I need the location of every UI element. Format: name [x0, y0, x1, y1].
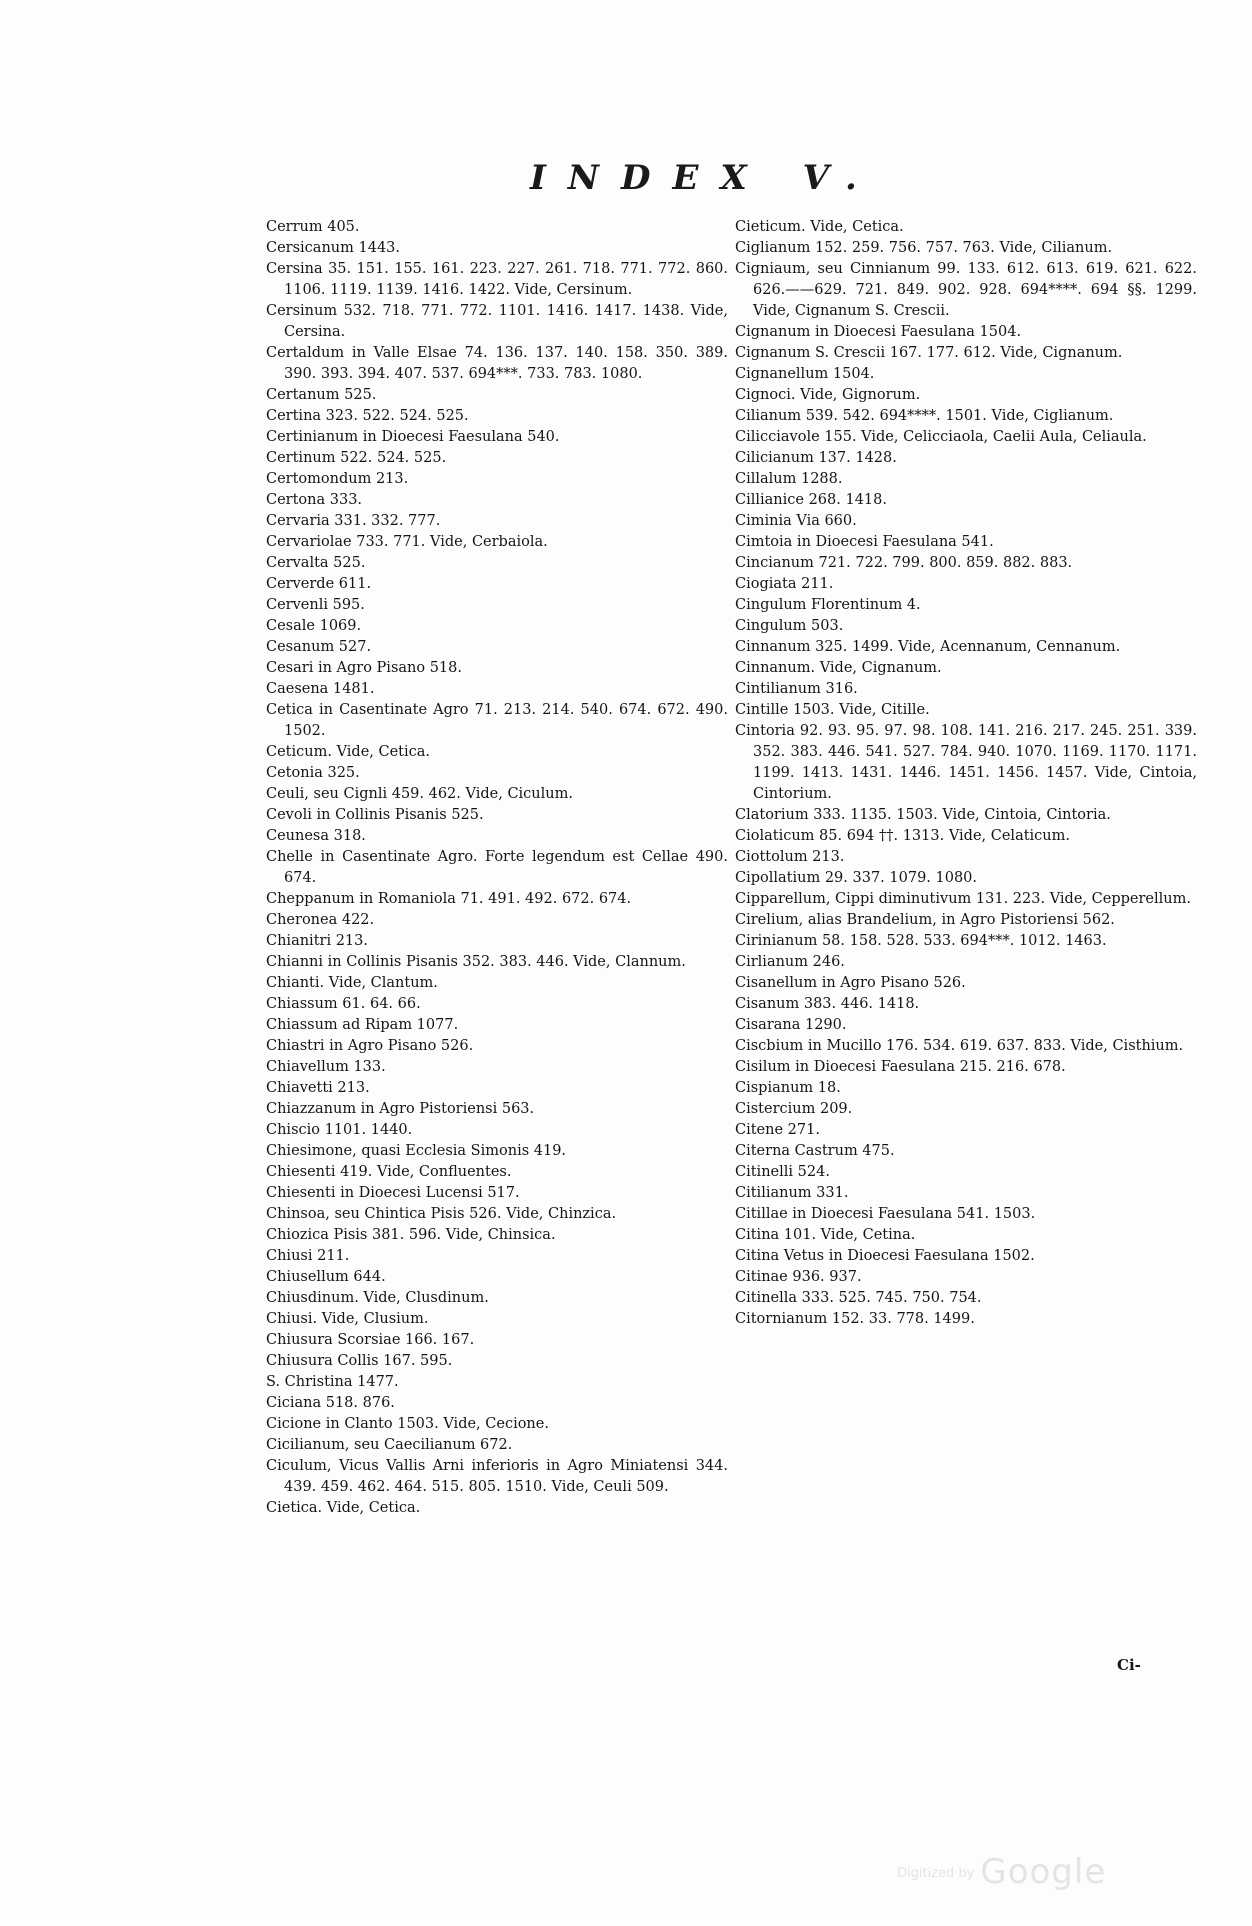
index-entry: Cillalum 1288.	[735, 471, 843, 487]
index-entry: Cincianum 721. 722. 799. 800. 859. 882. 883.	[735, 555, 1073, 571]
index-entry: Cervalta 525.	[266, 555, 366, 571]
index-entry: Cicione in Clanto 1503. Vide, Cecione.	[266, 1416, 549, 1432]
index-entry: Cervariolae 733. 771. Vide, Cerbaiola.	[266, 534, 548, 550]
index-entry: Citillae in Dioecesi Faesulana 541. 1503.	[735, 1206, 1036, 1222]
index-entry: Cintilianum 316.	[735, 681, 858, 697]
index-entry: Citene 271.	[735, 1122, 820, 1138]
index-entry: Cignanellum 1504.	[735, 366, 875, 382]
index-entry: S. Christina 1477.	[266, 1374, 399, 1390]
page-title: INDEX V.	[530, 158, 879, 198]
index-entry: Cesari in Agro Pisano 518.	[266, 660, 462, 676]
index-entry: Cimtoia in Dioecesi Faesulana 541.	[735, 534, 994, 550]
index-entry: Cerrum 405.	[266, 219, 360, 235]
index-entry: Cervenli 595.	[266, 597, 365, 613]
index-entry: Cintille 1503. Vide, Citille.	[735, 702, 930, 718]
index-entry: Chiesimone, quasi Ecclesia Simonis 419.	[266, 1143, 567, 1159]
index-entry: Cilianum 539. 542. 694****. 1501. Vide, Ciglianum.	[735, 408, 1114, 424]
index-entry: Cillianice 268. 1418.	[735, 492, 887, 508]
index-entry: Cisanellum in Agro Pisano 526.	[735, 975, 966, 991]
index-entry: Cigniaum, seu Cinnianum 99. 133. 612. 613. 619. 621. 622. 626.——629. 721. 849. 902. 928. 694****. 694 §§. 1299. Vide, Cignanum S. Crescii.	[735, 261, 1197, 319]
index-entry: Chianitri 213.	[266, 933, 368, 949]
watermark-brand: Google	[980, 1852, 1107, 1892]
index-entry: Ceuli, seu Cignli 459. 462. Vide, Ciculum.	[266, 786, 573, 802]
index-entry: Cheppanum in Romaniola 71. 491. 492. 672. 674.	[266, 891, 632, 907]
index-entry: Certanum 525.	[266, 387, 377, 403]
index-entry: Chiazzanum in Agro Pistoriensi 563.	[266, 1101, 535, 1117]
index-entry: Citerna Castrum 475.	[735, 1143, 895, 1159]
index-entry: Cervaria 331. 332. 777.	[266, 513, 441, 529]
index-entry: Certona 333.	[266, 492, 363, 508]
index-entry: Chiusi. Vide, Clusium.	[266, 1311, 429, 1327]
index-entry: Chiastri in Agro Pisano 526.	[266, 1038, 474, 1054]
index-entry: Cersina 35. 151. 155. 161. 223. 227. 261. 718. 771. 772. 860. 1106. 1119. 1139. 1416. 1422. Vide, Cersinum.	[266, 261, 728, 298]
index-entry: Cilicianum 137. 1428.	[735, 450, 897, 466]
index-entry: Cicilianum, seu Caecilianum 672.	[266, 1437, 513, 1453]
index-entry: Cetonia 325.	[266, 765, 360, 781]
index-entry: Cietica. Vide, Cetica.	[266, 1500, 421, 1516]
index-entry: Cisilum in Dioecesi Faesulana 215. 216. 678.	[735, 1059, 1066, 1075]
index-entry: Chiusdinum. Vide, Clusdinum.	[266, 1290, 489, 1306]
index-entry: Chinsoa, seu Chintica Pisis 526. Vide, Chinzica.	[266, 1206, 617, 1222]
index-entry: Cetica in Casentinate Agro 71. 213. 214. 540. 674. 672. 490. 1502.	[266, 702, 728, 739]
index-entry: Citinae 936. 937.	[735, 1269, 862, 1285]
index-entry: Cheronea 422.	[266, 912, 375, 928]
index-entry: Ciottolum 213.	[735, 849, 845, 865]
index-entry: Chiavellum 133.	[266, 1059, 386, 1075]
index-entry: Cisarana 1290.	[735, 1017, 847, 1033]
index-entry: Cerverde 611.	[266, 576, 372, 592]
index-entry: Ciscbium in Mucillo 176. 534. 619. 637. 833. Vide, Cisthium.	[735, 1038, 1184, 1054]
index-entry: Chiusura Collis 167. 595.	[266, 1353, 453, 1369]
index-entry: Citina Vetus in Dioecesi Faesulana 1502.	[735, 1248, 1035, 1264]
index-entry: Ceunesa 318.	[266, 828, 366, 844]
index-entry: Cispianum 18.	[735, 1080, 841, 1096]
index-entry: Cignanum in Dioecesi Faesulana 1504.	[735, 324, 1022, 340]
index-entry: Chianni in Collinis Pisanis 352. 383. 446. Vide, Clannum.	[266, 954, 686, 970]
catchword: Ci-	[1117, 1656, 1141, 1674]
index-entry: Chianti. Vide, Clantum.	[266, 975, 438, 991]
index-entry: Chiassum 61. 64. 66.	[266, 996, 421, 1012]
index-entry: Cinnanum 325. 1499. Vide, Acennanum, Cennanum.	[735, 639, 1121, 655]
index-entry: Clatorium 333. 1135. 1503. Vide, Cintoia, Cintoria.	[735, 807, 1111, 823]
index-entry: Caesena 1481.	[266, 681, 375, 697]
index-entry: Cignanum S. Crescii 167. 177. 612. Vide, Cignanum.	[735, 345, 1123, 361]
index-entry: Ceticum. Vide, Cetica.	[266, 744, 431, 760]
index-entry: Cersinum 532. 718. 771. 772. 1101. 1416. 1417. 1438. Vide, Cersina.	[266, 303, 728, 340]
index-entry: Cinnanum. Vide, Cignanum.	[735, 660, 942, 676]
index-entry: Citornianum 152. 33. 778. 1499.	[735, 1311, 975, 1327]
index-entry: Cirinianum 58. 158. 528. 533. 694***. 1012. 1463.	[735, 933, 1107, 949]
index-entry: Ciogiata 211.	[735, 576, 834, 592]
index-entry: Chiusura Scorsiae 166. 167.	[266, 1332, 475, 1348]
index-entry: Ciglianum 152. 259. 756. 757. 763. Vide, Cilianum.	[735, 240, 1113, 256]
index-entry: Ciolaticum 85. 694 ††. 1313. Vide, Celaticum.	[735, 828, 1070, 844]
index-entry: Certaldum in Valle Elsae 74. 136. 137. 140. 158. 350. 389. 390. 393. 394. 407. 537. 694***. 733. 783. 1080.	[266, 345, 728, 382]
index-entry: Chiozica Pisis 381. 596. Vide, Chinsica.	[266, 1227, 556, 1243]
index-entry: Citinelli 524.	[735, 1164, 830, 1180]
index-entry: Cintoria 92. 93. 95. 97. 98. 108. 141. 216. 217. 245. 251. 339. 352. 383. 446. 541. 527. 784. 940. 1070. 1169. 1170. 1171. 1199. 1413. 1431. 1446. 1451. 1456. 1457. Vide, Cintoia, Cintorium.	[735, 723, 1197, 802]
index-column-right	[735, 217, 1197, 1330]
index-entry: Chiusellum 644.	[266, 1269, 386, 1285]
index-entry: Cipollatium 29. 337. 1079. 1080.	[735, 870, 978, 886]
index-entry: Cesale 1069.	[266, 618, 362, 634]
index-entry: Cirelium, alias Brandelium, in Agro Pistoriensi 562.	[735, 912, 1115, 928]
index-entry: Chiavetti 213.	[266, 1080, 370, 1096]
index-entry: Ciculum, Vicus Vallis Arni inferioris in Agro Miniatensi 344. 439. 459. 462. 464. 515. 805. 1510. Vide, Ceuli 509.	[266, 1458, 728, 1495]
index-entry: Cipparellum, Cippi diminutivum 131. 223. Vide, Cepperellum.	[735, 891, 1191, 907]
index-entry: Cersicanum 1443.	[266, 240, 400, 256]
index-entry: Cieticum. Vide, Cetica.	[735, 219, 904, 235]
index-entry: Citina 101. Vide, Cetina.	[735, 1227, 916, 1243]
index-entry: Ciminia Via 660.	[735, 513, 857, 529]
index-entry: Citilianum 331.	[735, 1185, 849, 1201]
index-entry: Chiassum ad Ripam 1077.	[266, 1017, 459, 1033]
index-entry: Cilicciavole 155. Vide, Celicciaola, Caelii Aula, Celiaula.	[735, 429, 1147, 445]
index-entry: Certinianum in Dioecesi Faesulana 540.	[266, 429, 560, 445]
index-entry: Cesanum 527.	[266, 639, 372, 655]
index-entry: Chiusi 211.	[266, 1248, 350, 1264]
index-entry: Chiesenti 419. Vide, Confluentes.	[266, 1164, 512, 1180]
index-entry: Cingulum 503.	[735, 618, 844, 634]
index-entry: Cistercium 209.	[735, 1101, 853, 1117]
index-entry: Cevoli in Collinis Pisanis 525.	[266, 807, 484, 823]
index-entry: Chiesenti in Dioecesi Lucensi 517.	[266, 1185, 520, 1201]
index-entry: Certinum 522. 524. 525.	[266, 450, 447, 466]
index-entry: Citinella 333. 525. 745. 750. 754.	[735, 1290, 982, 1306]
index-entry: Cirlianum 246.	[735, 954, 845, 970]
index-entry: Cingulum Florentinum 4.	[735, 597, 921, 613]
digitization-watermark	[897, 1852, 1106, 1892]
index-entry: Cisanum 383. 446. 1418.	[735, 996, 920, 1012]
index-column-left	[266, 217, 728, 1519]
index-entry: Certomondum 213.	[266, 471, 409, 487]
index-entry: Ciciana 518. 876.	[266, 1395, 395, 1411]
watermark-prefix: Digitized by	[897, 1866, 975, 1881]
index-entry: Chiscio 1101. 1440.	[266, 1122, 413, 1138]
index-entry: Certina 323. 522. 524. 525.	[266, 408, 469, 424]
index-entry: Cignoci. Vide, Gignorum.	[735, 387, 921, 403]
index-entry: Chelle in Casentinate Agro. Forte legendum est Cellae 490. 674.	[266, 849, 728, 886]
